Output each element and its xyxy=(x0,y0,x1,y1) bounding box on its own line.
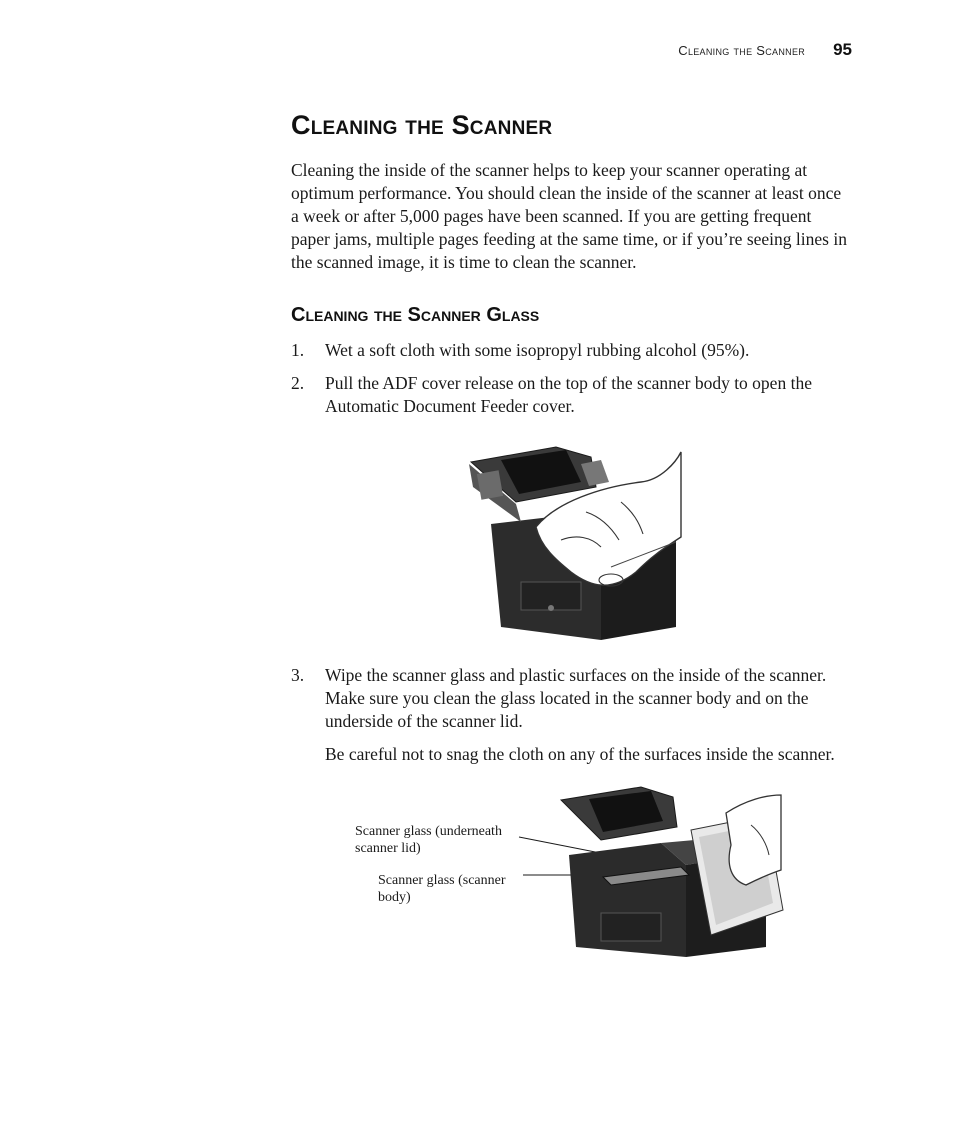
scanner-open-adf-illustration xyxy=(291,442,853,642)
step-number: 1. xyxy=(291,340,305,360)
scanner-glass-figure xyxy=(291,780,853,970)
page-content xyxy=(291,110,853,970)
section-title: Cleaning the Scanner xyxy=(291,110,553,140)
running-head xyxy=(678,40,852,60)
step-text: Wipe the scanner glass and plastic surfaces on the inside of the scanner. Make sure you clean the glass located in the scanner body and on the underside of the scanner lid. xyxy=(325,665,827,731)
step-number: 3. xyxy=(291,665,305,685)
step-1 xyxy=(291,339,853,362)
step-2 xyxy=(291,372,853,418)
step-3-note: Be careful not to snag the cloth on any of the surfaces inside the scanner. xyxy=(325,744,835,764)
step-3 xyxy=(291,664,853,733)
callout-line: scanner lid) xyxy=(355,841,421,856)
scanner-glass-illustration xyxy=(291,780,853,970)
step-text: Pull the ADF cover release on the top of the scanner body to open the Automatic Document Feeder cover. xyxy=(325,373,812,416)
page-number: 95 xyxy=(833,40,852,59)
callout-line: body) xyxy=(378,890,411,905)
intro-paragraph: Cleaning the inside of the scanner helps to keep your scanner operating at optimum performance. You should clean the inside of the scanner at least once a week or after 5,000 pages have been scanned. If you are getting frequent paper jams, multiple pages feeding at the same time, or if you’re seeing lines in the scanned image, it is time to clean the scanner. xyxy=(291,160,847,272)
subsection-title: Cleaning the Scanner Glass xyxy=(291,304,540,326)
step-number: 2. xyxy=(291,373,305,393)
running-head-title: Cleaning the Scanner xyxy=(678,43,806,58)
step-text: Wet a soft cloth with some isopropyl rubbing alcohol (95%). xyxy=(325,340,750,360)
callout-line: Scanner glass (scanner xyxy=(378,873,506,888)
callout-line: Scanner glass (underneath xyxy=(355,824,502,839)
